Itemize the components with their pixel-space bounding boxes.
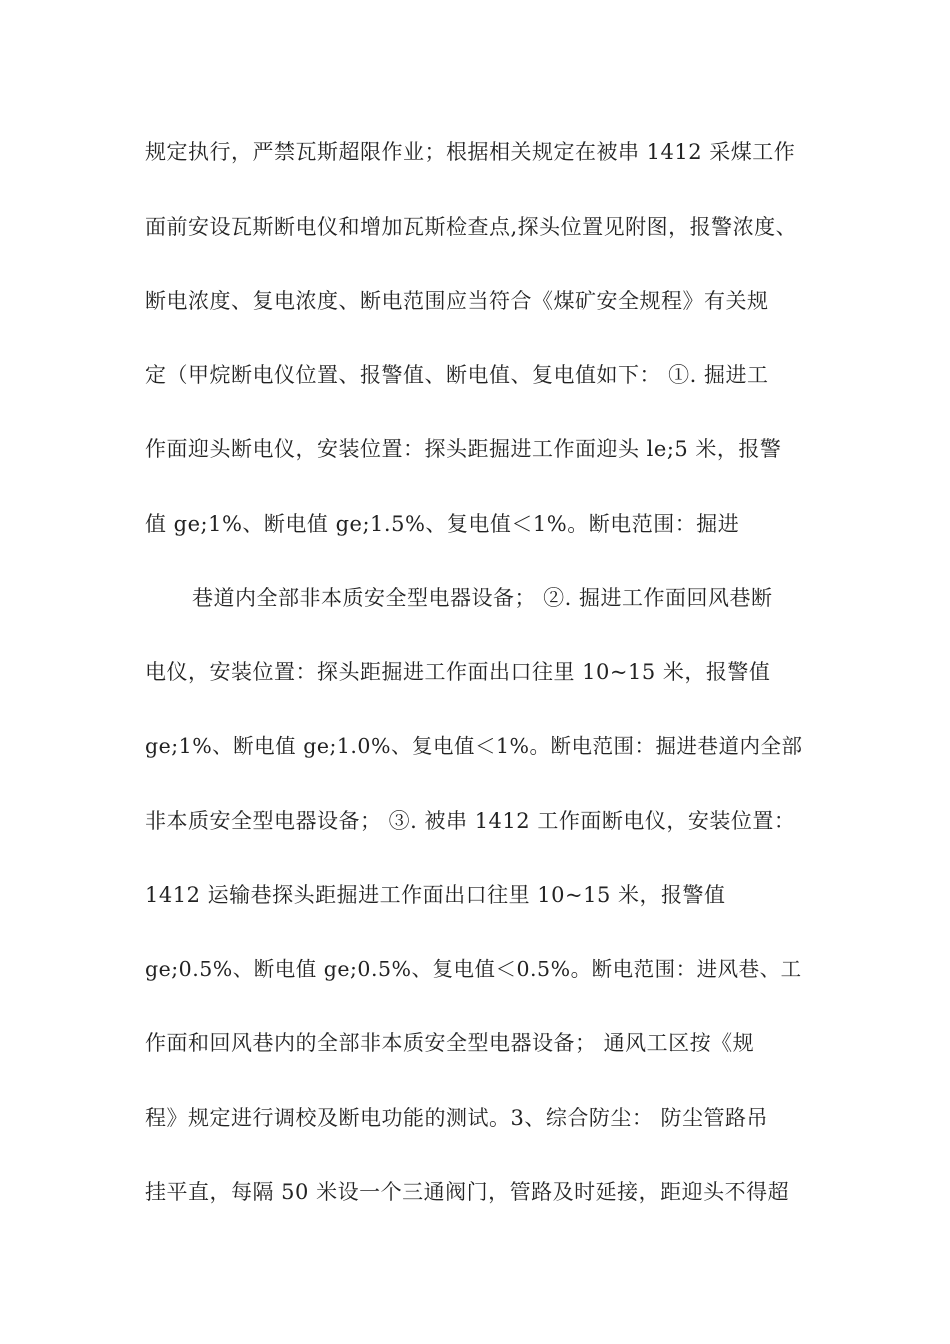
- paragraph-line-4: 定（甲烷断电仪位置、报警值、断电值、复电值如下： ①. 掘进工: [145, 363, 769, 387]
- paragraph-line-8: 电仪，安装位置：探头距掘进工作面出口往里 10~15 米，报警值: [145, 660, 771, 684]
- paragraph-line-9: ge;1%、断电值 ge;1.0%、复电值＜1%。断电范围：掘进巷道内全部: [145, 734, 803, 758]
- paragraph-line-2: 面前安设瓦斯断电仪和增加瓦斯检查点,探头位置见附图，报警浓度、: [145, 215, 798, 239]
- paragraph-line-3: 断电浓度、复电浓度、断电范围应当符合《煤矿安全规程》有关规: [145, 289, 769, 313]
- paragraph-line-10: 非本质安全型电器设备； ③. 被串 1412 工作面断电仪，安装位置：: [145, 809, 796, 833]
- paragraph-line-6: 值 ge;1%、断电值 ge;1.5%、复电值＜1%。断电范围：掘进: [145, 512, 740, 536]
- paragraph-line-13: 作面和回风巷内的全部非本质安全型电器设备； 通风工区按《规: [145, 1031, 755, 1055]
- paragraph-line-7: 巷道内全部非本质安全型电器设备； ②. 掘进工作面回风巷断: [192, 586, 773, 610]
- paragraph-line-12: ge;0.5%、断电值 ge;0.5%、复电值＜0.5%。断电范围：进风巷、工: [145, 957, 802, 981]
- paragraph-line-1: 规定执行，严禁瓦斯超限作业；根据相关规定在被串 1412 采煤工作: [145, 140, 796, 164]
- paragraph-line-14: 程》规定进行调校及断电功能的测试。3、综合防尘： 防尘管路吊: [145, 1106, 769, 1130]
- paragraph-line-5: 作面迎头断电仪，安装位置：探头距掘进工作面迎头 le;5 米，报警: [145, 437, 782, 461]
- paragraph-line-15: 挂平直，每隔 50 米设一个三通阀门，管路及时延接，距迎头不得超: [145, 1180, 790, 1204]
- paragraph-line-11: 1412 运输巷探头距掘进工作面出口往里 10~15 米，报警值: [145, 883, 726, 907]
